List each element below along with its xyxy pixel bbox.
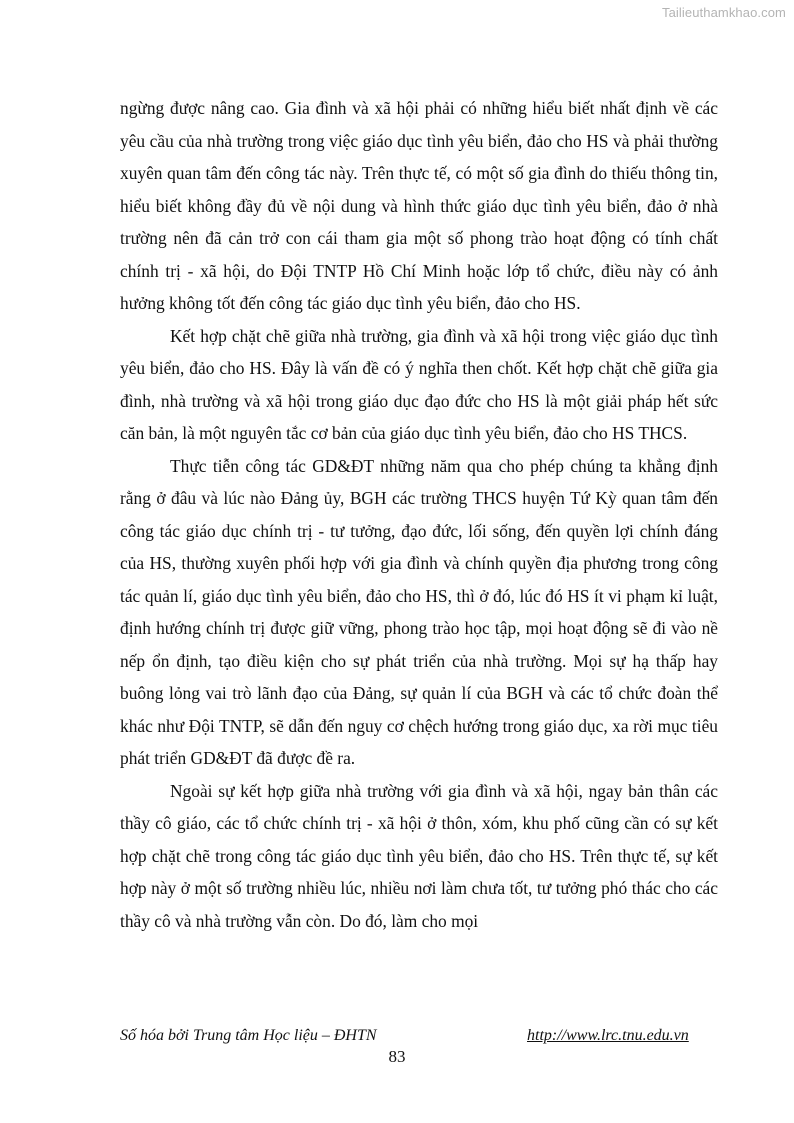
- document-body: [120, 92, 718, 937]
- paragraph-teachers: Ngoài sự kết hợp giữa nhà trường với gia đình và xã hội, ngay bản thân các thầy cô giáo, các tổ chức chính trị - xã hội ở thôn, xóm, khu phố cũng cần có sự kết hợp chặt chẽ trong công tác giáo dục tình yêu biển, đảo cho HS. Trên thực tế, sự kết hợp này ở một số trường nhiều lúc, nhiều nơi làm chưa tốt, tư tưởng phó thác cho các thầy cô và nhà trường vẫn còn. Do đó, làm cho mọi: [120, 780, 718, 931]
- watermark-text: Tailieuthamkhao.com: [661, 5, 786, 20]
- paragraph-practice: Thực tiễn công tác GD&ĐT những năm qua cho phép chúng ta khẳng định rằng ở đâu và lúc nào Đảng ủy, BGH các trường THCS huyện Tứ Kỳ quan tâm đến công tác giáo dục chính trị - tư tưởng, đạo đức, lối sống, đến quyền lợi chính đáng của HS, thường xuyên phối hợp với gia đình và chính quyền địa phương trong công tác quản lí, giáo dục tình yêu biển, đảo cho HS, thì ở đó, lúc đó HS ít vi phạm kỉ luật, định hướng chính trị được giữ vững, phong trào học tập, mọi hoạt động sẽ đi vào nề nếp ổn định, tạo điều kiện cho sự phát triển của nhà trường. Mọi sự hạ thấp hay buông lỏng vai trò lãnh đạo của Đảng, sự quản lí của BGH và các tổ chức đoàn thể khác như Đội TNTP, sẽ dẫn đến nguy cơ chệch hướng trong giáo dục, xa rời mục tiêu phát triển GD&ĐT đã được đề ra.: [120, 455, 718, 768]
- footer-digitized-by: Số hóa bởi Trung tâm Học liệu – ĐHTN: [120, 1027, 377, 1044]
- footer-url-link[interactable]: http://www.lrc.tnu.edu.vn: [527, 1027, 689, 1044]
- paragraph-continuation: ngừng được nâng cao. Gia đình và xã hội phải có những hiểu biết nhất định về các yêu cầu của nhà trường trong việc giáo dục tình yêu biển, đảo cho HS và phải thường xuyên quan tâm đến công tác này. Trên thực tế, có một số gia đình do thiếu thông tin, hiểu biết không đầy đủ về nội dung và hình thức giáo dục tình yêu biển, đảo ở nhà trường nên đã cản trở con cái tham gia một số phong trào hoạt động có tính chất chính trị - xã hội, do Đội TNTP Hồ Chí Minh hoặc lớp tổ chức, điều này có ảnh hưởng không tốt đến công tác giáo dục tình yêu biển, đảo cho HS.: [120, 98, 718, 313]
- page-number: 83: [388, 1047, 406, 1066]
- paragraph-coordination: Kết hợp chặt chẽ giữa nhà trường, gia đình và xã hội trong việc giáo dục tình yêu biển, đảo cho HS. Đây là vấn đề có ý nghĩa then chốt. Kết hợp chặt chẽ giữa gia đình, nhà trường và xã hội trong giáo dục đạo đức cho HS là một giải pháp hết sức căn bản, là một nguyên tắc cơ bản của giáo dục tình yêu biển, đảo cho HS THCS.: [120, 325, 718, 443]
